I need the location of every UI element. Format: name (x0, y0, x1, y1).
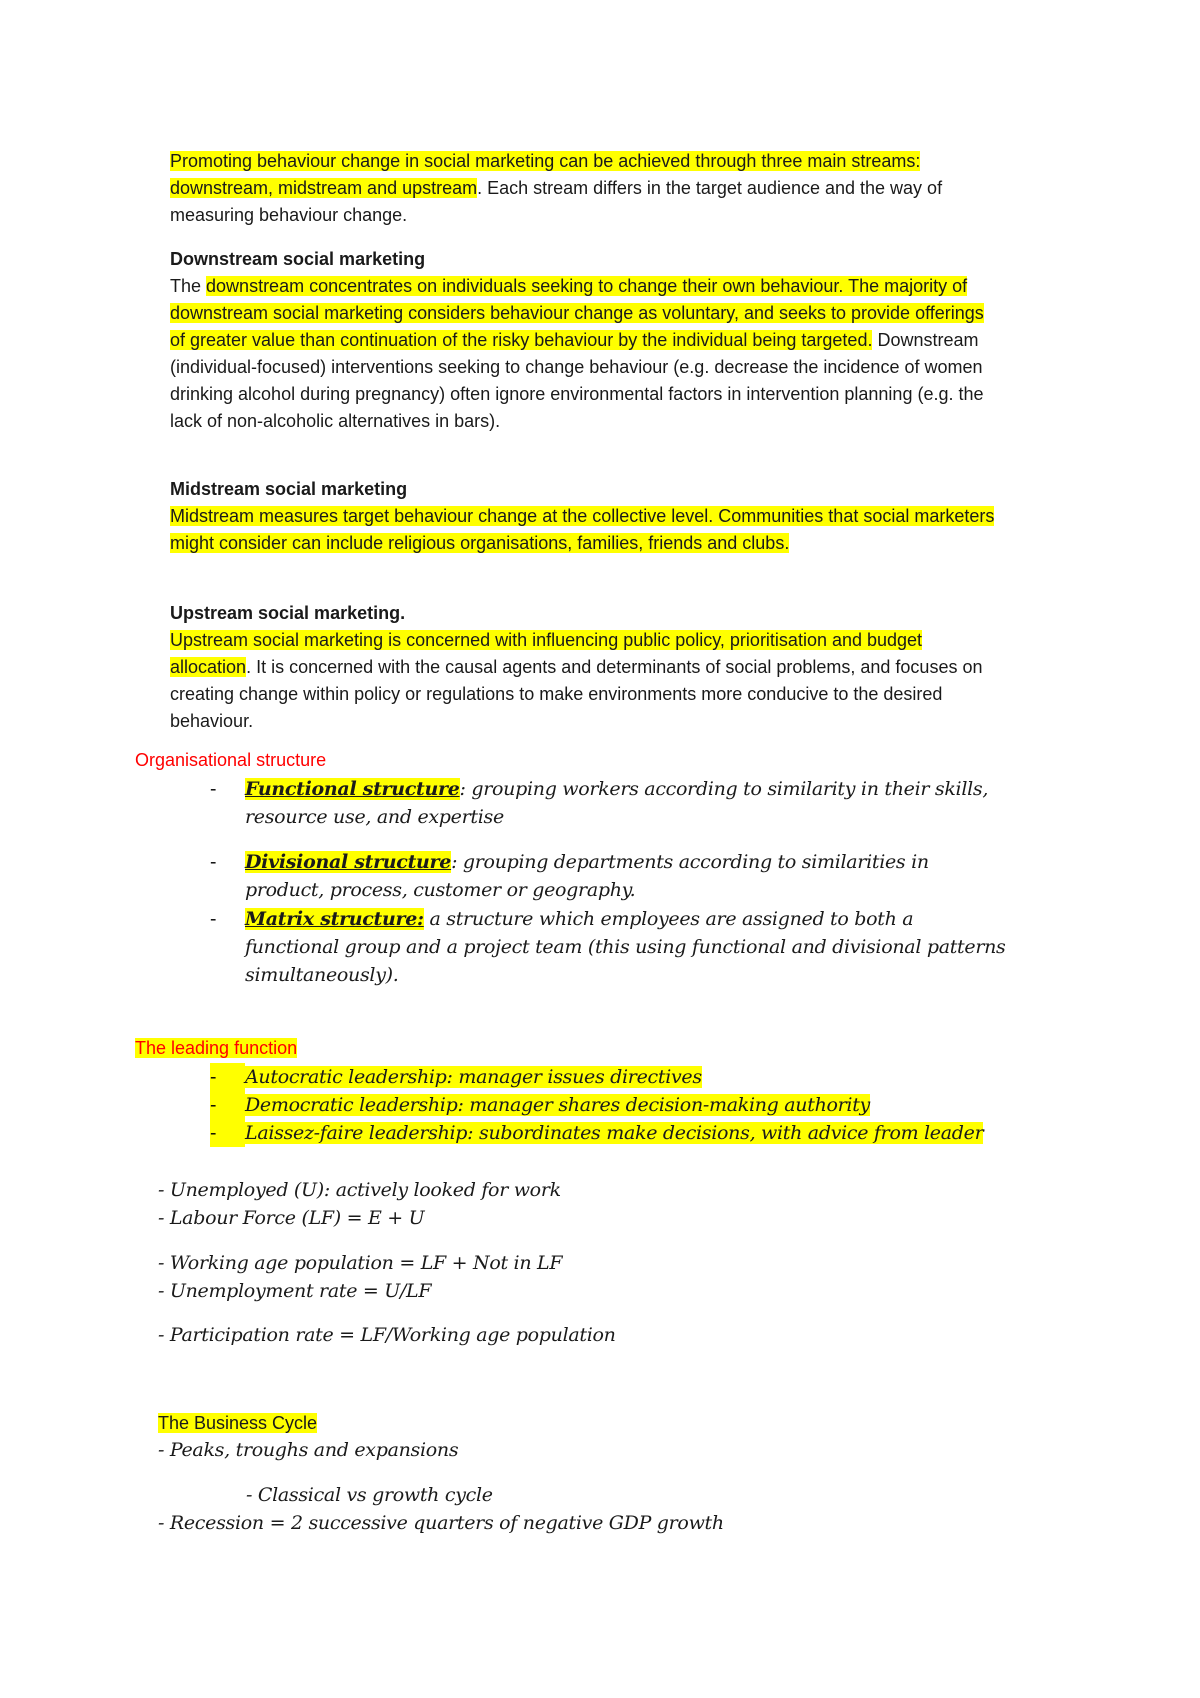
labour-line-unemployed: - Unemployed (U): actively looked for work (158, 1179, 561, 1201)
midstream-highlight: Midstream measures target behaviour change at the collective level. Communities that social marketers might consider can include religious organisations, families, friends and clubs. (170, 506, 995, 553)
labour-line-unemployment-rate: - Unemployment rate = U/LF (158, 1280, 432, 1302)
bullet-dash: - (210, 908, 217, 930)
bullet-dash: - (210, 1091, 245, 1119)
org-item-matrix (210, 905, 1010, 989)
upstream-heading: Upstream social marketing. (170, 603, 406, 623)
leading-item-text: Democratic leadership: manager shares decision-making authority (245, 1094, 870, 1116)
org-sep: : (451, 851, 458, 873)
labour-line-labour-force: - Labour Force (LF) = E + U (158, 1207, 425, 1229)
org-desc: a structure which employees are assigned to both a functional group and a project team (this using functional and divisional patterns simultaneously). (245, 908, 1006, 986)
org-term: Matrix structure: (245, 908, 424, 930)
bullet-dash: - (210, 851, 217, 873)
org-term: Functional structure (245, 778, 460, 800)
labour-line-participation-rate: - Participation rate = LF/Working age population (158, 1324, 616, 1346)
leading-function-title-text: The leading function (135, 1038, 298, 1058)
downstream-section (170, 246, 1000, 435)
business-cycle-title-text: The Business Cycle (158, 1413, 318, 1433)
bullet-dash: - (210, 1119, 245, 1147)
intro-rest: . Each stream differs in the target audience and the way of measuring behaviour change. (170, 178, 943, 225)
cycle-line-classical: - Classical vs growth cycle (246, 1484, 493, 1506)
bullet-dash: - (210, 1063, 245, 1091)
downstream-heading: Downstream social marketing (170, 249, 426, 269)
downstream-lead: The (170, 276, 207, 296)
intro-paragraph (170, 148, 1000, 229)
leading-item-democratic (210, 1091, 1010, 1119)
cycle-line-peaks: - Peaks, troughs and expansions (158, 1439, 459, 1461)
midstream-section (170, 476, 1000, 557)
midstream-heading: Midstream social marketing (170, 479, 408, 499)
cycle-line-recession: - Recession = 2 successive quarters of negative GDP growth (158, 1512, 724, 1534)
bullet-dash: - (210, 778, 217, 800)
leading-item-autocratic (210, 1063, 1010, 1091)
org-desc: grouping departments according to similarities in product, process, customer or geography. (245, 851, 929, 901)
org-item-divisional (210, 848, 1010, 904)
leading-item-text: Autocratic leadership: manager issues directives (245, 1066, 702, 1088)
org-structure-title: Organisational structure (135, 750, 327, 770)
upstream-rest: . It is concerned with the causal agents and determinants of social problems, and focuses on creating change within policy or regulations to make environments more conducive to the desired behaviour. (170, 657, 983, 731)
org-desc: grouping workers according to similarity in their skills, resource use, and expertise (245, 778, 989, 828)
labour-line-working-age: - Working age population = LF + Not in LF (158, 1252, 563, 1274)
upstream-highlight: Upstream social marketing is concerned with influencing public policy, prioritisation and budget allocation (170, 630, 923, 677)
upstream-section (170, 600, 1000, 735)
org-term: Divisional structure (245, 851, 452, 873)
leading-item-laissez-faire (210, 1119, 1010, 1147)
leading-function-title (135, 1038, 297, 1059)
downstream-highlight: downstream concentrates on individuals seeking to change their own behaviour. The majority of downstream social marketing considers behaviour change as voluntary, and seeks to provide offerings of greater value than continuation of the risky behaviour by the individual being targeted. (170, 276, 984, 350)
downstream-rest: Downstream (individual-focused) interventions seeking to change behaviour (e.g. decrease the incidence of women drinking alcohol during pregnancy) often ignore environmental factors in intervention planning (e.g. the lack of non-alcoholic alternatives in bars). (170, 330, 984, 431)
leading-item-text: Laissez-faire leadership: subordinates make decisions, with advice from leader (245, 1122, 984, 1144)
intro-highlight: Promoting behaviour change in social marketing can be achieved through three main streams: downstream, midstream and upstream (170, 151, 921, 198)
org-item-functional (210, 775, 1010, 831)
business-cycle-title (158, 1410, 317, 1437)
org-sep: : (459, 778, 466, 800)
